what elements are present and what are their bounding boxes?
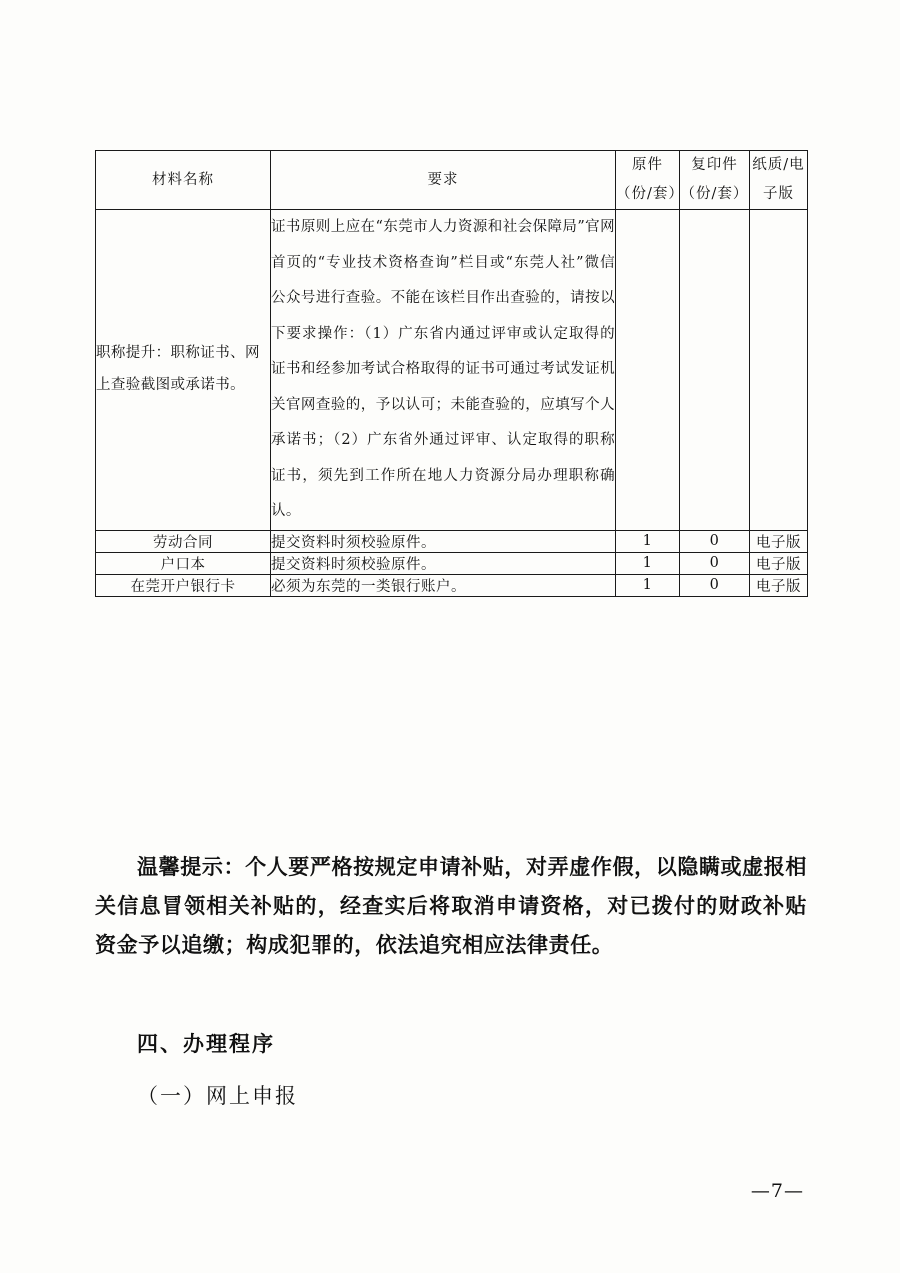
warm-reminder-paragraph: 温馨提示：个人要严格按规定申请补贴，对弄虚作假，以隐瞒或虚报相关信息冒领相关补贴的，经查实后将取消申请资格，对已拨付的财政补贴资金予以追缴；构成犯罪的，依法追究相应法律责任。 <box>95 854 807 957</box>
cell-original-count: 1 <box>616 552 680 574</box>
cell-material-name: 户口本 <box>96 552 271 574</box>
materials-table <box>95 150 808 597</box>
column-header-format-line2: 子版 <box>763 186 794 202</box>
cell-requirement: 证书原则上应在“东莞市人力资源和社会保障局”官网首页的“专业技术资格查询”栏目或“东莞人社”微信公众号进行查验。不能在该栏目作出查验的，请按以下要求操作：（1）广东省内通过评审或认定取得的证书和经参加考试合格取得的证书可通过考试发证机关官网查验的，予以认可；未能查验的，应填写个人承诺书；（2）广东省外通过评审、认定取得的职称证书，须先到工作所在地人力资源分局办理职称确认。 <box>271 210 616 531</box>
column-header-requirement: 要求 <box>271 151 616 210</box>
page-number: —7— <box>750 1180 804 1202</box>
cell-copy-count: 0 <box>680 552 750 574</box>
cell-format <box>750 210 808 531</box>
section-heading: 四、办理程序 <box>137 1031 275 1056</box>
cell-material-name: 劳动合同 <box>96 530 271 552</box>
table-header <box>96 151 808 210</box>
cell-original-count: 1 <box>616 530 680 552</box>
column-header-copy-line1: 复印件 <box>691 157 738 173</box>
column-header-original <box>616 151 684 210</box>
subsection-heading: （一）网上申报 <box>137 1084 298 1108</box>
cell-requirement: 提交资料时须校验原件。 <box>271 552 616 574</box>
table-header-row <box>96 151 808 210</box>
cell-requirement: 必须为东莞的一类银行账户。 <box>271 574 616 596</box>
cell-material-name: 在莞开户银行卡 <box>96 574 271 596</box>
column-header-format <box>750 151 808 210</box>
table-row <box>96 574 808 596</box>
cell-original-count: 1 <box>616 574 680 596</box>
cell-original-count <box>616 210 680 531</box>
table-row <box>96 210 808 531</box>
column-header-copy <box>680 151 750 210</box>
cell-copy-count: 0 <box>680 530 750 552</box>
cell-material-name <box>96 210 271 531</box>
material-name-line1: 职称提升：职称证书、网 <box>96 344 260 361</box>
cell-copy-count <box>680 210 750 531</box>
column-header-name: 材料名称 <box>96 151 271 210</box>
table-row <box>96 552 808 574</box>
column-header-copy-line2: （份/套） <box>680 186 749 202</box>
table-row <box>96 530 808 552</box>
cell-requirement: 提交资料时须校验原件。 <box>271 530 616 552</box>
column-header-original-line1: 原件 <box>632 157 663 173</box>
cell-format: 电子版 <box>750 552 808 574</box>
column-header-original-line2: （份/套） <box>616 186 684 202</box>
table-body <box>96 210 808 597</box>
cell-format: 电子版 <box>750 530 808 552</box>
cell-copy-count: 0 <box>680 574 750 596</box>
material-name-line2: 上查验截图或承诺书。 <box>96 376 245 393</box>
cell-format: 电子版 <box>750 574 808 596</box>
column-header-format-line1: 纸质/电 <box>752 157 805 173</box>
